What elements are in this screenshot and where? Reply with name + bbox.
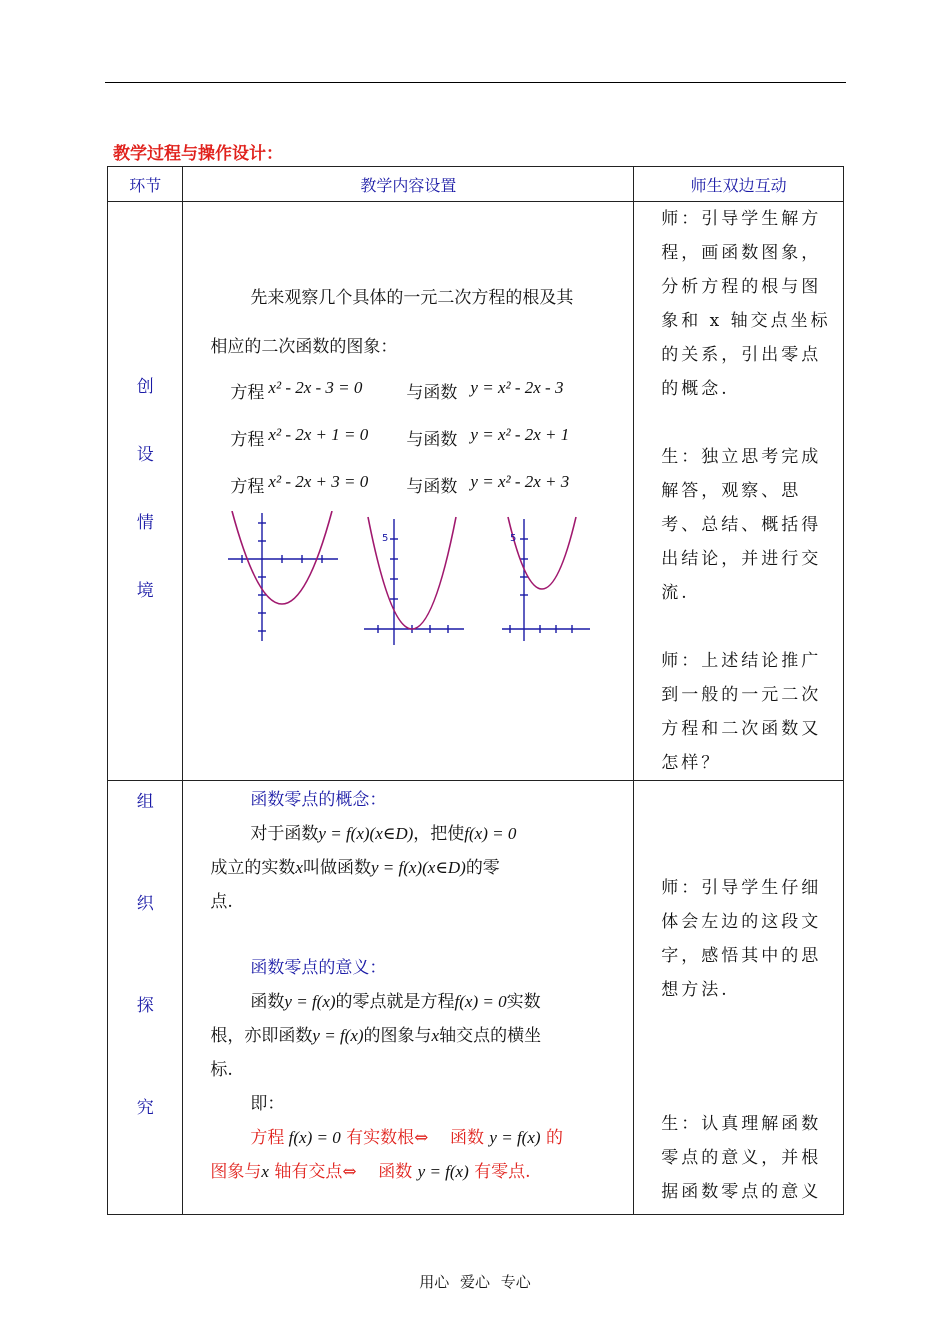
page-footer: 用心 爱心 专心 — [419, 1273, 531, 1291]
equation-row: 方程 x² - 2x + 3 = 0 与函数 y = x² - 2x + 3 — [230, 472, 570, 497]
parabola-curve — [508, 517, 576, 589]
interaction-line: 出结论，并进行交 — [661, 549, 822, 569]
lesson-table — [107, 166, 844, 1215]
interaction-line: 师：上述结论推广 — [661, 651, 822, 671]
stage-char: 究 — [136, 1098, 154, 1118]
header-content: 教学内容设置 — [183, 167, 634, 202]
interaction-line: 字，感悟其中的思 — [661, 946, 822, 966]
interaction-spacer — [661, 610, 833, 644]
meaning-line-1: 函数y = f(x)的零点就是方程f(x) = 0实数 — [250, 992, 541, 1012]
stage-cell-organize-explore — [108, 781, 183, 1215]
concept-title: 函数零点的概念： — [250, 790, 387, 810]
concept-line-1: 对于函数y = f(x)(x∈D)，把使f(x) = 0 — [250, 824, 517, 844]
interaction-cell-organize-explore — [634, 781, 844, 1215]
interaction-line: 的关系，引出零点 — [661, 345, 822, 365]
stage-char: 设 — [136, 445, 154, 465]
table-row — [108, 781, 844, 1215]
graph-1 — [228, 511, 338, 641]
interaction-line: 怎样？ — [661, 753, 722, 773]
header-rule — [105, 82, 846, 83]
interaction-line: 零点的意义，并根 — [661, 1148, 822, 1168]
interaction-line: 程，画函数图象， — [661, 243, 822, 263]
parabola-graphs — [218, 511, 618, 661]
table-row — [108, 202, 844, 781]
intro-line-2: 相应的二次函数的图象： — [210, 337, 398, 357]
intro-line-1: 先来观察几个具体的一元二次方程的根及其 — [250, 288, 574, 308]
interaction-line: 考、总结、概括得 — [661, 515, 822, 535]
interaction-line: 的概念. — [661, 379, 730, 399]
interaction-line: 流. — [661, 583, 690, 603]
header-stage: 环节 — [108, 167, 183, 202]
interaction-line: 象和 x 轴交点坐标 — [661, 311, 831, 331]
concept-line-2: 成立的实数x叫做函数y = f(x)(x∈D)的零 — [210, 858, 500, 878]
stage-char: 境 — [136, 581, 154, 601]
interaction-line: 师：引导学生仔细 — [661, 878, 822, 898]
equivalence-line-2: 图象与x 轴有交点⇔ 函数 y = f(x) 有零点. — [210, 1162, 531, 1182]
ji-label: 即： — [250, 1094, 285, 1114]
graph-3 — [502, 517, 590, 641]
table-header-row — [108, 167, 844, 202]
graph-2 — [364, 517, 464, 645]
meaning-line-3: 标. — [210, 1060, 233, 1080]
stage-char: 组 — [136, 792, 154, 812]
equivalence-line-1: 方程 f(x) = 0 有实数根⇔ 函数 y = f(x) 的 — [250, 1128, 563, 1148]
content-cell-organize-explore — [183, 781, 634, 1215]
equation-row: 方程 x² - 2x + 1 = 0 与函数 y = x² - 2x + 1 — [230, 425, 570, 450]
interaction-line: 到一般的一元二次 — [661, 685, 822, 705]
concept-line-3: 点. — [210, 892, 233, 912]
equation-row: 方程 x² - 2x - 3 = 0 与函数 y = x² - 2x - 3 — [230, 378, 564, 403]
tick-label-5: 5 — [510, 533, 517, 544]
stage-char: 织 — [136, 894, 154, 914]
stage-char: 情 — [136, 513, 154, 533]
interaction-line: 据函数零点的意义 — [661, 1182, 822, 1202]
interaction-line: 体会左边的这段文 — [661, 912, 822, 932]
section-title: 教学过程与操作设计： — [113, 144, 283, 164]
stage-char: 探 — [136, 996, 154, 1016]
tick-label-5: 5 — [382, 533, 389, 544]
interaction-spacer — [661, 406, 833, 440]
interaction-line: 师：引导学生解方 — [661, 209, 822, 229]
meaning-title: 函数零点的意义： — [250, 958, 387, 978]
interaction-line: 生：独立思考完成 — [661, 447, 822, 467]
content-cell-create-situation — [183, 202, 634, 781]
stage-char: 创 — [136, 377, 154, 397]
interaction-line: 想方法. — [661, 980, 730, 1000]
meaning-line-2: 根，亦即函数y = f(x)的图象与x轴交点的横坐 — [210, 1026, 542, 1046]
interaction-line: 生：认真理解函数 — [661, 1114, 822, 1134]
header-interaction: 师生双边互动 — [634, 167, 844, 202]
interaction-cell-create-situation — [634, 202, 844, 781]
stage-cell-create-situation — [108, 202, 183, 781]
interaction-line: 解答，观察、思 — [661, 481, 802, 501]
interaction-line: 方程和二次函数又 — [661, 719, 822, 739]
interaction-line: 分析方程的根与图 — [661, 277, 822, 297]
